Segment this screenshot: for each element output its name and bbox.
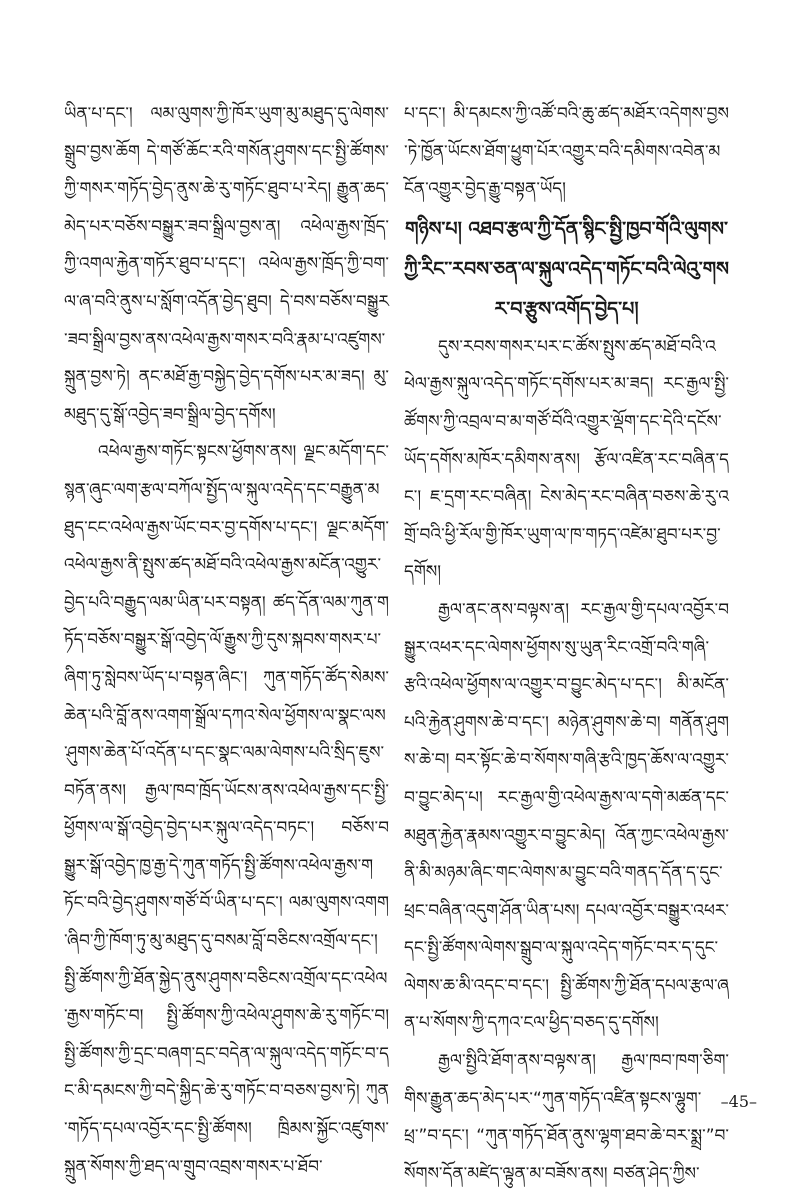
right-intro-paragraph: པ་དང་། མི་དམངས་ཀྱི་འཚོ་བའི་ཆུ་ཚད་མཐོར་འདེགས་བྱས་ཏེ་ཁྱོན་ཡོངས་ཐོག་ཕྱུག་པོར་འགྱུར་བའི་དམིགས་འབེན་མངོན་འགྱུར་བྱེད་རྒྱུ་བསྟན་ཡོད། [404, 104, 729, 200]
right-paragraph-3: རྒྱལ་སྤྱིའི་ཐོག་ནས་བལྟས་ན། རྒྱལ་ཁབ་ཁག་ཅིག་གིས་རྒྱུན་ཆད་མེད་པར་“ཀུན་གཏོད་འཛིན་སྟངས་ལྷུག་ཕྲ་”བ་དང་། “ཀུན་གཏོད་ཐོན་ནུས་ལྷག་ཐབ་ཆེ་བར་སྨྲ་”བ་སོགས་དོན་མཛེད་ལྟུན་མ་བཟོས་ནས། བཙན་ཤེད་ཀྱིས་ [404, 1051, 729, 1184]
right-paragraph-1: དུས་རབས་གསར་པར་ང་ཚོས་སྤུས་ཚད་མཐོ་བའི་འཕེལ་རྒྱས་སྐུལ་འདེད་གཏོང་དགོས་པར་མ་ཟད། རང་རྒྱལ་སྤྱི་ཚོགས་ཀྱི་འབྲལ་བ་མ་གཙོ་བོའི་འགྱུར་ལྡོག་དང་དེའི་དངོས་ཡོད་དགོས་མཁོར་དམིགས་ནས། རྩོལ་འཛིན་རང་བཞིན་དང་། ཇ་དྲག་རང་བཞིན། ངེས་མེད་རང་བཞིན་བཅས་ཆེ་རུ་འགྲོ་བའི་ཕྱི་རོལ་གྱི་ཁོར་ཡུག་ལ་ཁ་གཏད་འཛེམ་ཐུབ་པར་བྱ་དགོས། [404, 336, 729, 583]
right-paragraph-2: རྒྱལ་ནང་ནས་བལྟས་ན། རང་རྒྱལ་གྱི་དཔལ་འབྱོར་བསྒྱུར་འཕར་དང་ལེགས་ཕྱོགས་སུ་ཡུན་རིང་འགྲོ་བའི་གཞི་རྩའི་འཕེལ་ཕྱོགས་ལ་འགྱུར་བ་བྱུང་མེད་པ་དང་། མི་མངོན་པའི་རྐྱེན་ཤུགས་ཆེ་བ་དང་། མཉེན་ཤུགས་ཆེ་བ། གནོན་ཤུགས་ཆེ་བ། བར་སྟོང་ཆེ་བ་སོགས་གཞི་རྩའི་ཁྱད་ཆོས་ལ་འགྱུར་བ་བྱུང་མེད་པ། རང་རྒྱལ་གྱི་འཕེལ་རྒྱས་ལ་དགེ་མཚན་དང་མཐུན་རྐྱེན་རྣམས་འགྱུར་བ་བྱུང་མེད། འོན་ཀྱང་འཕེལ་རྒྱས་ནི་མི་མཉམ་ཞིང་གང་ལེགས་མ་བྱུང་བའི་གནད་དོན་ད་དུང་ཕྲང་བཞིན་འདུག་ཤོན་ཡིན་པས། དཔལ་འབྱོར་བསྒྱུར་འཕར་དང་སྤྱི་ཚོགས་ལེགས་སྒྲུབ་ལ་སྐུལ་འདེད་གཏོང་བར་ད་དུང་ལེགས་ཆ་མི་འདང་བ་དང་། སྤྱི་ཚོགས་ཀྱི་ཐོན་དཔལ་རྩལ་ཞན་པ་སོགས་ཀྱི་དཀའ་ངལ་ཕྱིད་བཅད་དུ་དགོས། [404, 599, 729, 1034]
right-column [404, 96, 729, 1184]
left-paragraph-1: ཡིན་པ་དང་། ལམ་ལུགས་ཀྱི་ཁོར་ཡུག་མུ་མཐུད་དུ་ལེགས་སྒྲུབ་བྱས་ཆོག དེ་གཙོ་ཆོང་རའི་གསོན་ཤུགས་དང་སྤྱི་ཚོགས་ཀྱི་གསར་གཏོད་བྱེད་ནུས་ཆེ་རུ་གཏོང་ཐུབ་པ་རེད། རྒྱུན་ཆད་མེད་པར་བཅོས་བསྒྱུར་ཟབ་སྒྲིལ་བྱས་ན། འཕེལ་རྒྱས་ཁྲོད་ཀྱི་འགལ་རྐྱེན་གཏོར་ཐུབ་པ་དང་། འཕེལ་རྒྱས་ཁྲོད་ཀྱི་བག་ལ་ཞ་བའི་ནུས་པ་སློག་འདོན་བྱེད་ཐུབ། དེ་བས་བཅོས་བསྒྱུར་ཟབ་སྒྲིལ་བྱས་ནས་འཕེལ་རྒྱས་གསར་བའི་རྣམ་པ་འཛུགས་སྐྲུན་བྱས་ཏེ། ནང་མཐོ་རྒྱ་བསྐྱེད་བྱེད་དགོས་པར་མ་ཟད། མུ་མཐུད་དུ་སྒོ་འབྱེད་ཟབ་སྒྲིལ་བྱེད་དགོས། [64, 104, 389, 425]
left-paragraph-2: འཕེལ་རྒྱས་གཏོང་སྟངས་ཕྱོགས་ནས། ལྗང་མདོག་དང་སྙན་ཞུང་ལག་རྩལ་བཀོལ་སྤྱོད་ལ་སྐུལ་འདེད་དང་བརྒྱུན་མཐུད་ངང་འཕེལ་རྒྱས་ཡོང་བར་བྱ་དགོས་པ་དང་། ལྗང་མདོག་འཕེལ་རྒྱས་ནི་སྤུས་ཚད་མཐོ་བའི་འཕེལ་རྒྱས་མངོན་འགྱུར་བྱེད་པའི་བརྒྱུད་ལམ་ཡིན་པར་བསྟན། ཚད་དོན་ལམ་ཀུན་གཏོད་བཅོས་བསྒྱུར་སྒོ་འབྱེད་ལོ་རྒྱུས་ཀྱི་དུས་སྐབས་གསར་པ་ཞིག་ཏུ་སླེབས་ཡོད་པ་བསྟན་ཞིང་། ཀུན་གཏོད་ཚོད་སེམས་ཆེན་པའི་བློ་ནས་འགག་སྒྲོལ་དཀའ་སེལ་ཕྱོགས་ལ་སྣང་ལས་ཤུགས་ཆེན་པོ་འདོན་པ་དང་སྣང་ལམ་ལེགས་པའི་སྲིད་ཇུས་བཏོན་ནས། རྒྱལ་ཁབ་ཁྲོད་ཡོངས་ནས་འཕེལ་རྒྱས་དང་སྤྱི་ཕྱོགས་ལ་སྒོ་འབྱེད་བྱེད་པར་སྐུལ་འདེད་བཏང་། བཅོས་བསྒྱུར་སྒོ་འབྱེད་ཁྱ་རྒྱ་དེ་ཀུན་གཏོད་སྤྱི་ཚོགས་འཕེལ་རྒྱས་གཏོང་བའི་བྱེད་ཤུགས་གཙོ་བོ་ཡིན་པ་དང་། ལམ་ལུགས་འགག་ཞིབ་ཀྱི་ཁོག་ཏུ་མུ་མཐུད་དུ་བསམ་བློ་བཅིངས་འགྲོལ་དང་། སྤྱི་ཚོགས་ཀྱི་ཐོན་སྐྱེད་ནུས་ཤུགས་བཅིངས་འགྲོལ་དང་འཕེལ་རྒྱས་གཏོང་བ། སྤྱི་ཚོགས་ཀྱི་འཕེལ་ཤུགས་ཆེ་རུ་གཏོང་བ། སྤྱི་ཚོགས་ཀྱི་དྲང་བཞག་དྲང་བདེན་ལ་སྐུལ་འདེད་གཏོང་བ་དང་མི་དམངས་ཀྱི་བདེ་སྐྱིད་ཆེ་རུ་གཏོང་བ་བཅས་བྱས་ཏེ། ཀུན་གཏོད་དཔལ་འབྱོར་དང་སྤྱི་ཚོགས། ཁྲིམས་སྐྱོང་འཛུགས་སྐྲུན་སོགས་ཀྱི་ཐད་ལ་གྲུབ་འབྲས་གསར་པ་ཐོབ་ [64, 442, 390, 1177]
left-column [64, 96, 390, 1177]
page-number: –45– [720, 1092, 757, 1111]
section-heading: གཉིས་པ། འཐབ་རྩལ་ཀྱི་དོན་སྙིང་སྤྱི་ཁྱབ་གོའི་ལུགས་ཀྱི་རིང་་རབས་ཅན་ལ་སྐུལ་འདེད་གཏོང་བའི་ལེའུ་གསར་བ་རྩུས་འགོད་བྱེད་པ། [404, 217, 729, 320]
